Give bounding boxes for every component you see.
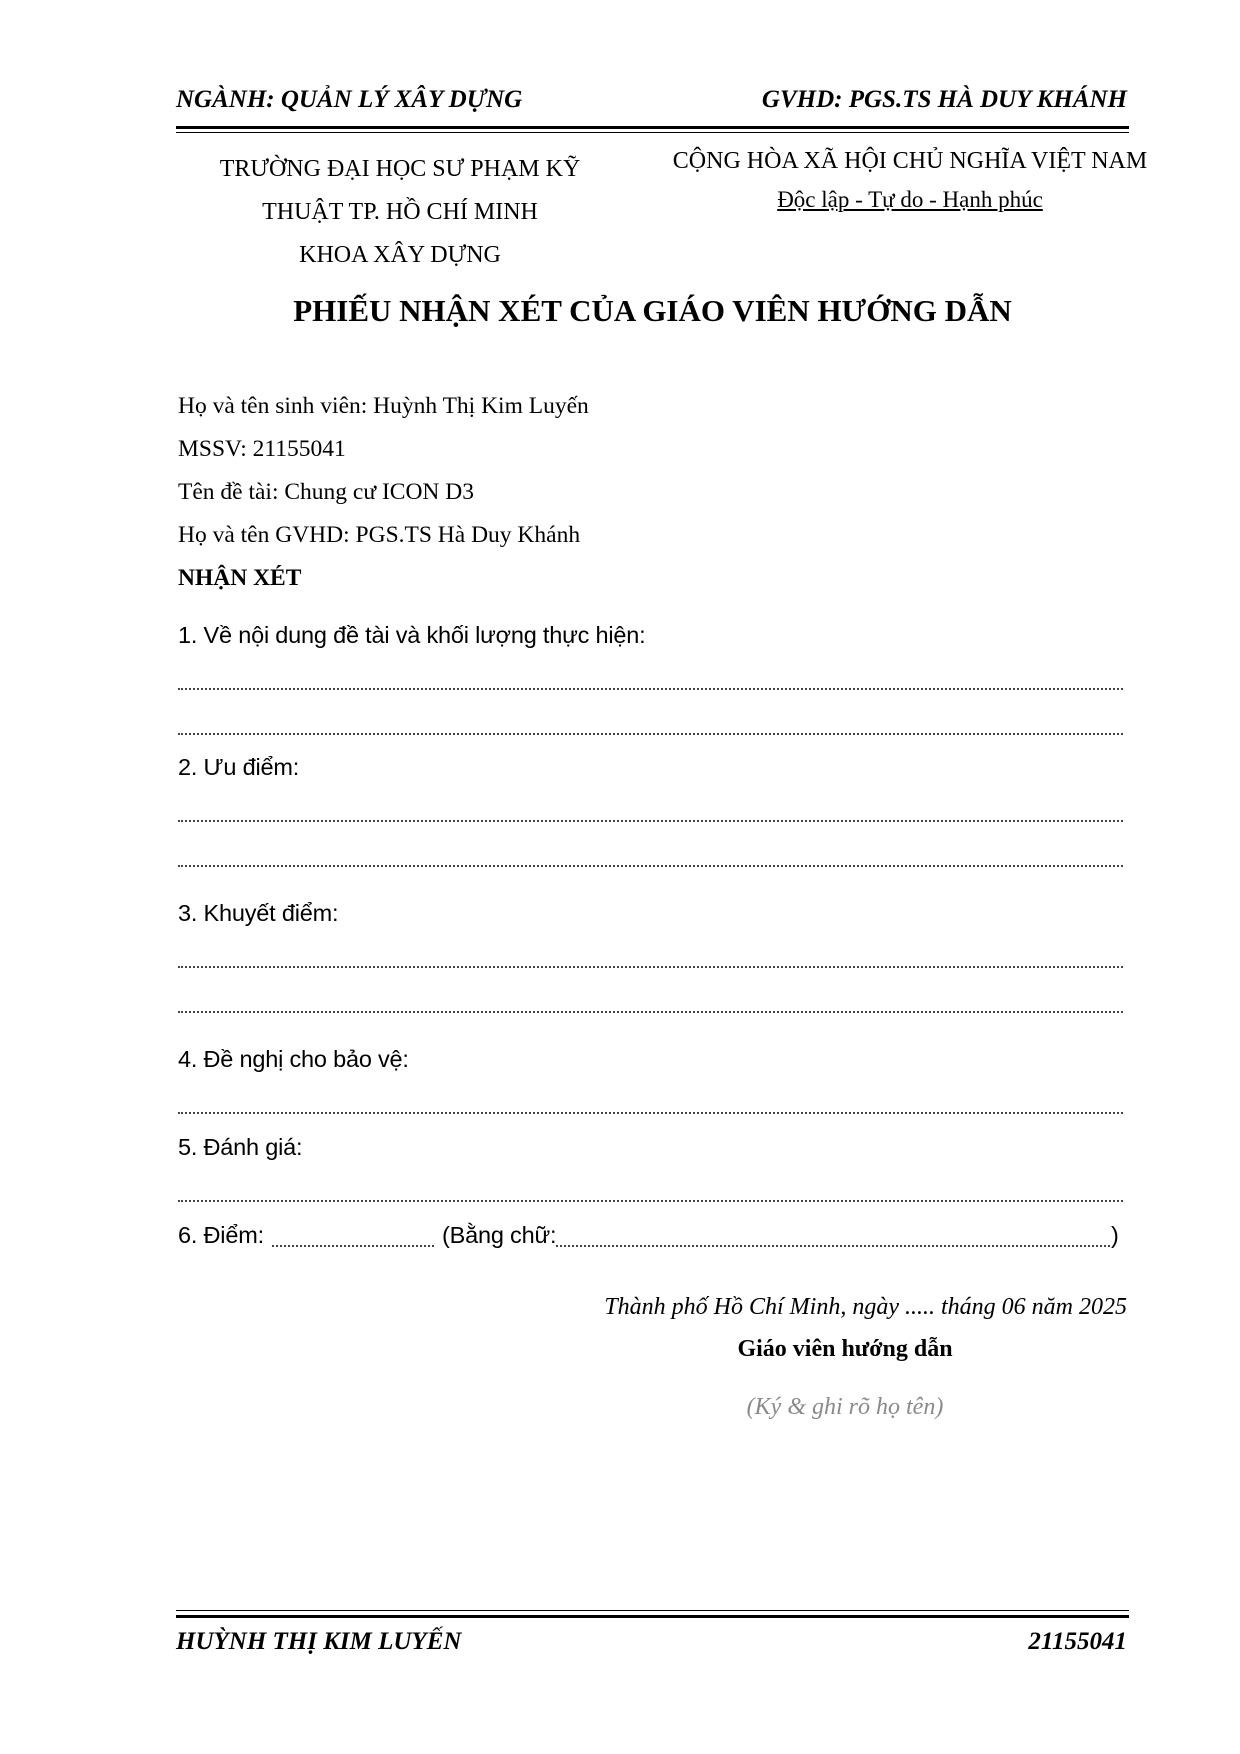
- section-heading: NHẬN XÉT: [178, 565, 302, 591]
- answer-line[interactable]: [178, 733, 1123, 735]
- footer-rule-thin: [176, 1610, 1129, 1611]
- signature-note: (Ký & ghi rõ họ tên): [746, 1394, 944, 1420]
- footer-student-id: 21155041: [1028, 1628, 1127, 1655]
- signer-role: Giáo viên hướng dẫn: [737, 1336, 953, 1362]
- score-close-paren: ): [1111, 1222, 1119, 1248]
- school-line-3: KHOA XÂY DỰNG: [299, 242, 501, 268]
- header-rule-thick: [176, 126, 1129, 129]
- answer-line[interactable]: [178, 865, 1123, 867]
- answer-line[interactable]: [178, 688, 1123, 690]
- school-block: [190, 148, 610, 277]
- motto: Độc lập - Tự do - Hạnh phúc: [777, 187, 1043, 212]
- score-in-words-field[interactable]: [556, 1245, 1110, 1247]
- item-defense-proposal: 4. Đề nghị cho bảo vệ:: [178, 1046, 409, 1072]
- republic-line: CỘNG HÒA XÃ HỘI CHỦ NGHĨA VIỆT NAM: [672, 148, 1148, 174]
- answer-line[interactable]: [178, 1011, 1123, 1013]
- item-content: 1. Về nội dung đề tài và khối lượng thực hiện:: [178, 622, 646, 648]
- item-strengths: 2. Ưu điểm:: [178, 754, 300, 780]
- student-name: Họ và tên sinh viên: Huỳnh Thị Kim Luyến: [178, 393, 589, 419]
- score-in-words-label: (Bằng chữ:: [442, 1222, 557, 1248]
- page-title: PHIẾU NHẬN XÉT CỦA GIÁO VIÊN HƯỚNG DẪN: [293, 293, 1012, 328]
- school-line-1: TRƯỜNG ĐẠI HỌC SƯ PHẠM KỸ: [219, 156, 581, 182]
- header-rule-thin: [176, 132, 1129, 133]
- advisor-name: Họ và tên GVHD: PGS.TS Hà Duy Khánh: [178, 522, 581, 548]
- student-id: MSSV: 21155041: [178, 436, 346, 462]
- answer-line[interactable]: [178, 1112, 1123, 1114]
- republic-block: [640, 140, 1180, 217]
- item-evaluation: 5. Đánh giá:: [178, 1134, 303, 1160]
- school-line-2: THUẬT TP. HỒ CHÍ MINH: [262, 199, 538, 225]
- footer-rule-thick: [176, 1615, 1129, 1618]
- item-score-label: 6. Điểm:: [178, 1222, 264, 1248]
- answer-line[interactable]: [178, 820, 1123, 822]
- answer-line[interactable]: [178, 1200, 1123, 1202]
- topic-name: Tên đề tài: Chung cư ICON D3: [178, 479, 474, 505]
- header-major: NGÀNH: QUẢN LÝ XÂY DỰNG: [176, 86, 523, 113]
- answer-line[interactable]: [178, 966, 1123, 968]
- score-field[interactable]: [272, 1245, 434, 1247]
- header-advisor: GVHD: PGS.TS HÀ DUY KHÁNH: [761, 86, 1127, 113]
- footer-student-name: HUỲNH THỊ KIM LUYẾN: [176, 1628, 462, 1655]
- place-date: Thành phố Hồ Chí Minh, ngày ..... tháng 06 năm 2025: [604, 1294, 1127, 1320]
- item-weaknesses: 3. Khuyết điểm:: [178, 900, 339, 926]
